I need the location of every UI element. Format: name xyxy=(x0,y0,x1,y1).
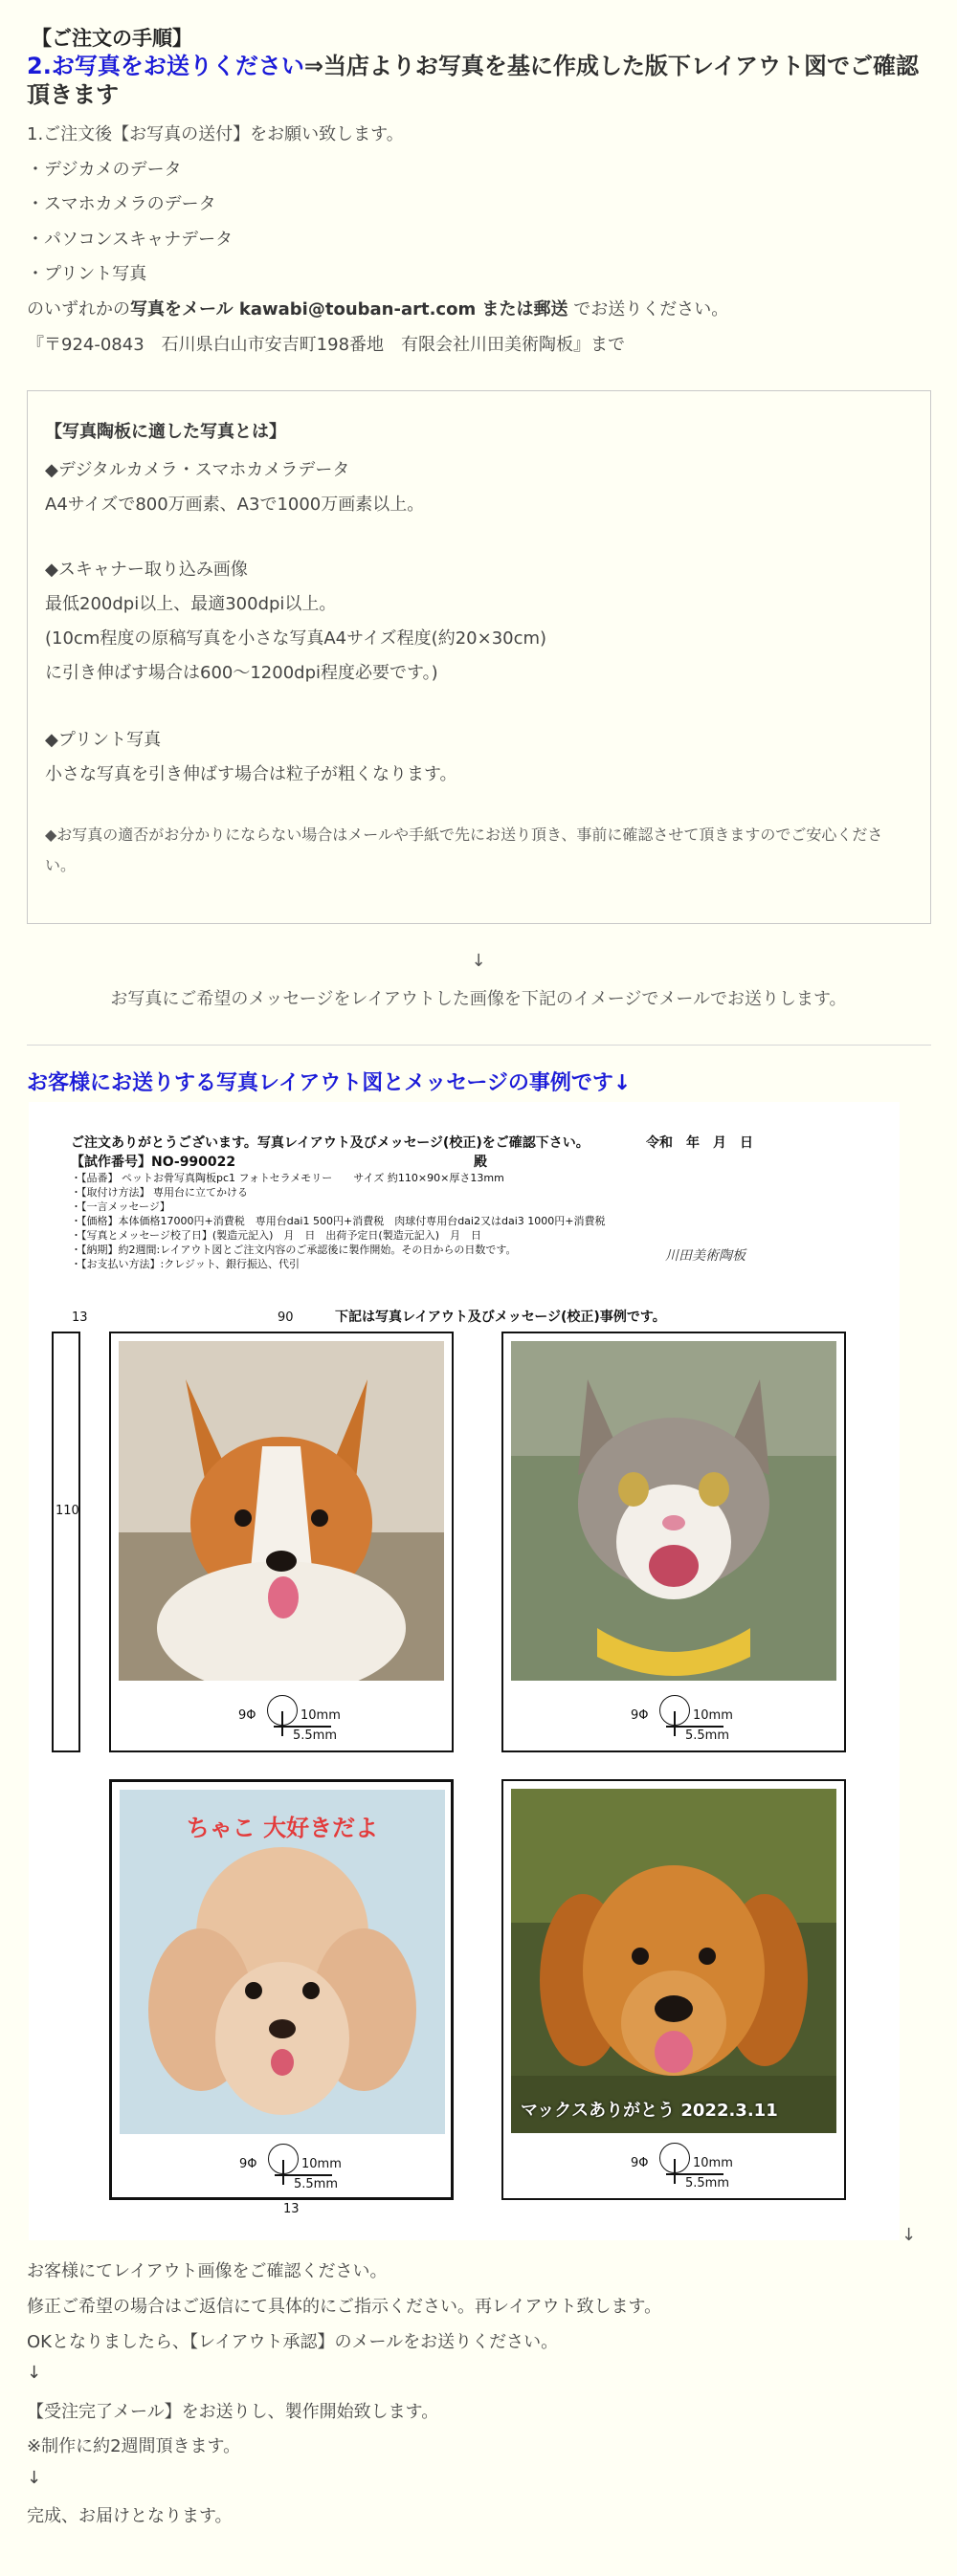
scan-line2: (10cm程度の原稿写真を小さな写真A4サイズ程度(約20×30cm) xyxy=(45,628,547,649)
golden-message: マックスありがとう 2022.3.11 xyxy=(521,2101,778,2121)
hole-dimension-tick xyxy=(666,1726,723,1728)
hole-dimension-line xyxy=(674,1711,676,1736)
hole-dimension-tick xyxy=(275,2174,332,2176)
address: 『〒924-0843 石川県白山市安吉町198番地 有限会社川田美術陶板』まで xyxy=(27,335,626,355)
panel-golden xyxy=(501,1779,846,2200)
sheet-line-price: ・【価格】本体価格17000円+消費税 専用台dai1 500円+消費税 肉球付専用台dai2又はdai3 1000円+消費税 xyxy=(71,1215,606,1227)
right-arrow: ↓ xyxy=(901,2225,917,2245)
outro-line1: お客様にてレイアウト画像をご確認ください。 xyxy=(27,2261,388,2281)
step-title-rest: ⇒当店よりお写真を基に作成した版下レイアウト図でご確認頂きます xyxy=(27,53,920,108)
cat-photo xyxy=(511,1341,836,1681)
scan-line3: に引き伸ばす場合は600～1200dpi程度必要です。) xyxy=(45,663,438,683)
layout-sample-image xyxy=(29,1102,900,2240)
outro-line3: OKとなりましたら、【レイアウト承認】のメールをお送りください。 xyxy=(27,2332,559,2352)
hole-dimension-line xyxy=(674,2159,676,2184)
step-title-main: 2.お写真をお送りください xyxy=(27,53,304,79)
bullet-smartphone: ・スマホカメラのデータ xyxy=(27,194,216,214)
hole-10mm-label: 10mm xyxy=(693,1708,733,1723)
dim-110: 110 xyxy=(56,1504,79,1518)
divider xyxy=(27,1045,931,1046)
brand-signature: 川田美術陶板 xyxy=(665,1248,746,1264)
hole-55mm-label: 5.5mm xyxy=(685,2176,730,2191)
hole-diameter-label: 9Φ xyxy=(631,1708,649,1723)
dim-13-top: 13 xyxy=(72,1310,88,1325)
side-thickness-strip xyxy=(52,1332,80,1752)
hole-10mm-label: 10mm xyxy=(693,2156,733,2170)
outro-line6: 完成、お届けとなります。 xyxy=(27,2506,233,2526)
panel-corgi xyxy=(109,1332,454,1752)
digital-title: ◆デジタルカメラ・スマホカメラデータ xyxy=(45,460,350,480)
sheet-dono: 殿 xyxy=(474,1155,487,1170)
bullet-digicam: ・デジカメのデータ xyxy=(27,160,182,180)
outro-line5: ※制作に約2週間頂きます。 xyxy=(27,2436,241,2456)
box-title: 【写真陶板に適した写真とは】 xyxy=(45,422,286,442)
send-instruction: のいずれかの写真をメール kawabi@touban-art.com または郵送 でお送りください。 xyxy=(27,299,729,319)
scan-line1: 最低200dpi以上、最適300dpi以上。 xyxy=(45,594,337,614)
digital-text: A4サイズで800万画素、A3で1000万画素以上。 xyxy=(45,495,425,515)
sheet-line-payment: ・【お支払い方法】:クレジット、銀行振込、代引 xyxy=(71,1258,300,1270)
example-title: お客様にお送りする写真レイアウト図とメッセージの事例です↓ xyxy=(27,1071,632,1095)
hole-diameter-label: 9Φ xyxy=(238,1708,256,1723)
hole-55mm-label: 5.5mm xyxy=(294,2177,339,2191)
sheet-subtitle: 下記は写真レイアウト及びメッセージ(校正)事例です。 xyxy=(335,1310,666,1325)
bullet-print: ・プリント写真 xyxy=(27,264,147,284)
scan-title: ◆スキャナー取り込み画像 xyxy=(45,560,248,580)
photo-requirements-box xyxy=(27,390,931,924)
section-title: 【ご注文の手順】 xyxy=(32,27,192,50)
corgi-photo xyxy=(119,1341,444,1681)
sheet-greeting: ご注文ありがとうございます。写真レイアウト及びメッセージ(校正)をご確認下さい。 xyxy=(71,1135,590,1151)
sheet-line-delivery: ・【納期】約2週間:レイアウト図とご注文内容のご承認後に製作開始。その日からの日数です。 xyxy=(71,1244,517,1256)
hole-10mm-label: 10mm xyxy=(300,1708,341,1723)
outro-arrow1: ↓ xyxy=(27,2363,42,2383)
hole-10mm-label: 10mm xyxy=(301,2157,342,2171)
hole-dimension-tick xyxy=(666,2173,723,2175)
sheet-line-product: ・【品番】 ペットお骨写真陶板pc1 フォトセラメモリー サイズ 約110×90×厚さ13mm xyxy=(71,1172,504,1184)
flow-arrow: ↓ xyxy=(471,951,486,971)
print-text: 小さな写真を引き伸ばす場合は粒子が粗くなります。 xyxy=(45,764,457,784)
hole-dimension-line xyxy=(281,1711,283,1736)
email-link[interactable]: 写真をメール kawabi@touban-art.com または郵送 xyxy=(130,299,568,319)
print-title: ◆プリント写真 xyxy=(45,730,162,750)
hole-55mm-label: 5.5mm xyxy=(293,1728,338,1743)
outro-line2: 修正ご希望の場合はご返信にて具体的にご指示ください。再レイアウト致します。 xyxy=(27,2297,662,2317)
step-title xyxy=(27,52,936,109)
golden-photo xyxy=(511,1789,836,2133)
outro-line4: 【受注完了メール】をお送りし、製作開始致します。 xyxy=(27,2402,439,2422)
poodle-message: ちゃこ 大好きだよ xyxy=(186,1815,379,1841)
hole-diameter-label: 9Φ xyxy=(631,2156,649,2170)
sheet-line-mount: ・【取付け方法】 専用台に立てかける xyxy=(71,1186,248,1199)
poodle-photo xyxy=(120,1790,445,2134)
panel-poodle xyxy=(109,1779,454,2200)
sheet-trial-no: 【試作番号】NO-990022 xyxy=(71,1155,236,1170)
panel-cat xyxy=(501,1332,846,1752)
flow-message: お写真にご希望のメッセージをレイアウトした画像を下記のイメージでメールでお送りします。 xyxy=(110,989,847,1009)
box-note: ◆お写真の適否がお分かりにならない場合はメールや手紙で先にお送り頂き、事前に確認させて頂きますのでご安心ください。 xyxy=(45,826,883,874)
outro-arrow2: ↓ xyxy=(27,2468,42,2488)
sheet-line-message: ・【一言メッセージ】 xyxy=(71,1200,170,1213)
hole-55mm-label: 5.5mm xyxy=(685,1728,730,1743)
sheet-date: 令和 年 月 日 xyxy=(646,1135,753,1151)
hole-dimension-line xyxy=(282,2160,284,2185)
intro-line1: 1.ご注文後【お写真の送付】をお願い致します。 xyxy=(27,124,404,144)
dim-13-bottom: 13 xyxy=(283,2202,300,2216)
dim-90: 90 xyxy=(278,1310,294,1325)
hole-diameter-label: 9Φ xyxy=(239,2157,257,2171)
hole-dimension-tick xyxy=(274,1726,331,1728)
sheet-line-dates: ・【写真とメッセージ校了日】(製造元記入) 月 日 出荷予定日(製造元記入) 月 日 xyxy=(71,1229,482,1242)
bullet-scanner: ・パソコンスキャナデータ xyxy=(27,230,234,250)
